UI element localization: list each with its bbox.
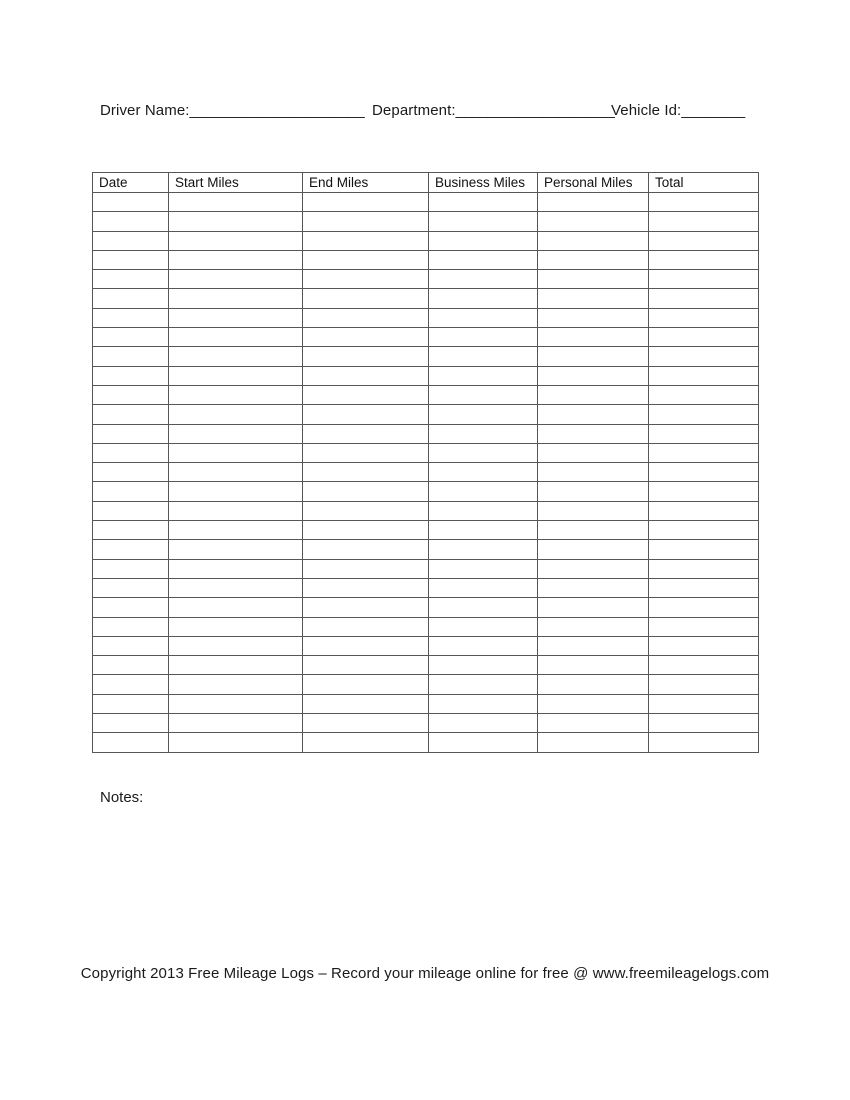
table-cell[interactable]	[93, 482, 169, 501]
table-cell[interactable]	[538, 578, 649, 597]
table-cell[interactable]	[429, 501, 538, 520]
table-cell[interactable]	[169, 598, 303, 617]
table-cell[interactable]	[649, 405, 759, 424]
table-cell[interactable]	[429, 617, 538, 636]
table-cell[interactable]	[538, 675, 649, 694]
table-cell[interactable]	[303, 559, 429, 578]
table-cell[interactable]	[303, 347, 429, 366]
table-cell[interactable]	[429, 482, 538, 501]
column-header-date: Date	[93, 173, 169, 193]
table-body	[93, 193, 759, 753]
table-cell[interactable]	[169, 694, 303, 713]
table-cell[interactable]	[303, 675, 429, 694]
table-cell[interactable]	[303, 366, 429, 385]
table-cell[interactable]	[538, 636, 649, 655]
table-cell[interactable]	[429, 308, 538, 327]
table-cell[interactable]	[303, 656, 429, 675]
vehicle-id-label: Vehicle Id:	[611, 102, 682, 119]
table-cell[interactable]	[429, 366, 538, 385]
table-cell[interactable]	[303, 598, 429, 617]
table-cell[interactable]	[538, 714, 649, 733]
table-cell[interactable]	[93, 636, 169, 655]
table-row	[93, 212, 759, 231]
table-cell[interactable]	[169, 270, 303, 289]
table-row	[93, 598, 759, 617]
table-cell[interactable]	[649, 501, 759, 520]
table-cell[interactable]	[93, 656, 169, 675]
table-cell[interactable]	[93, 617, 169, 636]
table-cell[interactable]	[429, 559, 538, 578]
table-cell[interactable]	[429, 347, 538, 366]
table-cell[interactable]	[303, 501, 429, 520]
table-cell[interactable]	[538, 424, 649, 443]
table-cell[interactable]	[649, 385, 759, 404]
table-cell[interactable]	[429, 424, 538, 443]
table-cell[interactable]	[649, 308, 759, 327]
table-cell[interactable]	[538, 559, 649, 578]
table-cell[interactable]	[93, 250, 169, 269]
column-header-business-miles: Business Miles	[429, 173, 538, 193]
table-cell[interactable]	[93, 598, 169, 617]
table-cell[interactable]	[169, 405, 303, 424]
table-row	[93, 405, 759, 424]
table-row	[93, 231, 759, 250]
table-cell[interactable]	[649, 521, 759, 540]
table-cell[interactable]	[649, 231, 759, 250]
driver-name-blank[interactable]: ______________________	[189, 102, 365, 119]
table-cell[interactable]	[303, 212, 429, 231]
table-cell[interactable]	[429, 385, 538, 404]
table-cell[interactable]	[538, 250, 649, 269]
table-row	[93, 366, 759, 385]
table-cell[interactable]	[169, 733, 303, 752]
table-cell[interactable]	[649, 424, 759, 443]
table-cell[interactable]	[538, 540, 649, 559]
table-row	[93, 636, 759, 655]
table-row	[93, 328, 759, 347]
table-cell[interactable]	[303, 289, 429, 308]
table-cell[interactable]	[429, 405, 538, 424]
table-cell[interactable]	[93, 366, 169, 385]
table-cell[interactable]	[169, 714, 303, 733]
table-row	[93, 463, 759, 482]
table-row	[93, 559, 759, 578]
table-cell[interactable]	[169, 385, 303, 404]
table-cell[interactable]	[538, 289, 649, 308]
table-cell[interactable]	[303, 424, 429, 443]
table-cell[interactable]	[169, 559, 303, 578]
table-cell[interactable]	[169, 347, 303, 366]
table-row	[93, 308, 759, 327]
table-row	[93, 578, 759, 597]
table-cell[interactable]	[93, 212, 169, 231]
table-cell[interactable]	[303, 405, 429, 424]
table-cell[interactable]	[538, 270, 649, 289]
table-cell[interactable]	[429, 212, 538, 231]
table-cell[interactable]	[649, 714, 759, 733]
table-row	[93, 482, 759, 501]
table-cell[interactable]	[303, 636, 429, 655]
table-cell[interactable]	[93, 424, 169, 443]
table-cell[interactable]	[538, 733, 649, 752]
table-cell[interactable]	[169, 636, 303, 655]
driver-name-field	[100, 101, 364, 121]
table-cell[interactable]	[93, 443, 169, 462]
table-cell[interactable]	[93, 501, 169, 520]
table-cell[interactable]	[429, 443, 538, 462]
table-cell[interactable]	[649, 347, 759, 366]
table-cell[interactable]	[429, 463, 538, 482]
table-row	[93, 694, 759, 713]
table-cell[interactable]	[429, 694, 538, 713]
table-cell[interactable]	[538, 443, 649, 462]
table-cell[interactable]	[93, 463, 169, 482]
table-cell[interactable]	[538, 347, 649, 366]
table-cell[interactable]	[649, 270, 759, 289]
table-cell[interactable]	[303, 193, 429, 212]
table-cell[interactable]	[538, 405, 649, 424]
vehicle-id-field	[611, 101, 745, 121]
table-cell[interactable]	[169, 193, 303, 212]
table-cell[interactable]	[169, 443, 303, 462]
table-cell[interactable]	[538, 521, 649, 540]
table-cell[interactable]	[429, 270, 538, 289]
vehicle-id-blank[interactable]: ________	[681, 102, 745, 119]
table-cell[interactable]	[93, 733, 169, 752]
table-row	[93, 521, 759, 540]
table-cell[interactable]	[429, 714, 538, 733]
table-cell[interactable]	[429, 656, 538, 675]
table-header-row	[93, 173, 759, 193]
table-cell[interactable]	[169, 212, 303, 231]
table-cell[interactable]	[429, 578, 538, 597]
table-cell[interactable]	[429, 250, 538, 269]
table-cell[interactable]	[649, 482, 759, 501]
table-cell[interactable]	[93, 193, 169, 212]
table-cell[interactable]	[93, 675, 169, 694]
table-cell[interactable]	[649, 212, 759, 231]
table-cell[interactable]	[93, 559, 169, 578]
table-cell[interactable]	[93, 405, 169, 424]
table-cell[interactable]	[303, 385, 429, 404]
table-cell[interactable]	[429, 598, 538, 617]
table-cell[interactable]	[169, 482, 303, 501]
column-header-start-miles: Start Miles	[169, 173, 303, 193]
table-cell[interactable]	[303, 482, 429, 501]
table-cell[interactable]	[169, 231, 303, 250]
table-cell[interactable]	[649, 733, 759, 752]
table-cell[interactable]	[303, 463, 429, 482]
table-row	[93, 424, 759, 443]
table-cell[interactable]	[169, 289, 303, 308]
table-row	[93, 385, 759, 404]
table-cell[interactable]	[303, 250, 429, 269]
table-cell[interactable]	[303, 308, 429, 327]
table-cell[interactable]	[538, 212, 649, 231]
table-cell[interactable]	[649, 328, 759, 347]
table-cell[interactable]	[538, 231, 649, 250]
table-cell[interactable]	[303, 714, 429, 733]
table-cell[interactable]	[93, 540, 169, 559]
table-cell[interactable]	[429, 289, 538, 308]
table-row	[93, 733, 759, 752]
table-cell[interactable]	[93, 385, 169, 404]
table-cell[interactable]	[649, 443, 759, 462]
table-cell[interactable]	[649, 578, 759, 597]
table-cell[interactable]	[303, 443, 429, 462]
table-cell[interactable]	[169, 463, 303, 482]
table-cell[interactable]	[538, 482, 649, 501]
form-header-line	[0, 101, 850, 123]
table-cell[interactable]	[649, 463, 759, 482]
table-cell[interactable]	[649, 675, 759, 694]
table-cell[interactable]	[429, 675, 538, 694]
table-cell[interactable]	[93, 328, 169, 347]
table-cell[interactable]	[538, 501, 649, 520]
table-cell[interactable]	[429, 733, 538, 752]
table-cell[interactable]	[169, 617, 303, 636]
table-cell[interactable]	[303, 270, 429, 289]
table-row	[93, 714, 759, 733]
table-cell[interactable]	[303, 521, 429, 540]
table-cell[interactable]	[303, 328, 429, 347]
column-header-total: Total	[649, 173, 759, 193]
table-cell[interactable]	[93, 270, 169, 289]
table-cell[interactable]	[649, 250, 759, 269]
department-field	[372, 101, 615, 121]
table-cell[interactable]	[169, 675, 303, 694]
table-cell[interactable]	[649, 656, 759, 675]
table-row	[93, 250, 759, 269]
table-cell[interactable]	[169, 578, 303, 597]
department-blank[interactable]: ____________________	[455, 102, 615, 119]
table-cell[interactable]	[169, 328, 303, 347]
table-cell[interactable]	[303, 578, 429, 597]
table-row	[93, 675, 759, 694]
table-cell[interactable]	[169, 308, 303, 327]
table-row	[93, 289, 759, 308]
table-cell[interactable]	[93, 308, 169, 327]
table-cell[interactable]	[538, 694, 649, 713]
table-cell[interactable]	[649, 366, 759, 385]
table-cell[interactable]	[429, 521, 538, 540]
driver-name-label: Driver Name:	[100, 102, 190, 119]
table-cell[interactable]	[429, 328, 538, 347]
table-cell[interactable]	[649, 559, 759, 578]
table-cell[interactable]	[93, 578, 169, 597]
table-cell[interactable]	[538, 328, 649, 347]
table-cell[interactable]	[169, 540, 303, 559]
table-cell[interactable]	[303, 617, 429, 636]
table-row	[93, 347, 759, 366]
table-cell[interactable]	[649, 636, 759, 655]
table-row	[93, 501, 759, 520]
table-cell[interactable]	[649, 598, 759, 617]
table-cell[interactable]	[429, 193, 538, 212]
table-cell[interactable]	[93, 289, 169, 308]
footer-copyright: Copyright 2013 Free Mileage Logs – Record your mileage online for free @ www.freemileagelogs.com	[80, 965, 770, 982]
column-header-personal-miles: Personal Miles	[538, 173, 649, 193]
table-cell[interactable]	[169, 250, 303, 269]
table-cell[interactable]	[649, 617, 759, 636]
table-cell[interactable]	[93, 694, 169, 713]
table-cell[interactable]	[93, 714, 169, 733]
table-cell[interactable]	[303, 231, 429, 250]
column-header-end-miles: End Miles	[303, 173, 429, 193]
table-cell[interactable]	[93, 347, 169, 366]
table-cell[interactable]	[303, 733, 429, 752]
table-cell[interactable]	[538, 617, 649, 636]
table-cell[interactable]	[169, 366, 303, 385]
table-cell[interactable]	[538, 193, 649, 212]
table-row	[93, 270, 759, 289]
table-cell[interactable]	[303, 540, 429, 559]
table-cell[interactable]	[538, 385, 649, 404]
table-row	[93, 540, 759, 559]
table-cell[interactable]	[538, 656, 649, 675]
table-cell[interactable]	[538, 308, 649, 327]
table-cell[interactable]	[169, 501, 303, 520]
department-label: Department:	[372, 102, 456, 119]
table-row	[93, 617, 759, 636]
table-cell[interactable]	[649, 540, 759, 559]
notes-label: Notes:	[100, 789, 144, 806]
table-row	[93, 443, 759, 462]
table-cell[interactable]	[538, 598, 649, 617]
mileage-log-table	[92, 172, 759, 753]
table-cell[interactable]	[93, 521, 169, 540]
table-cell[interactable]	[303, 694, 429, 713]
table-cell[interactable]	[649, 694, 759, 713]
table-row	[93, 193, 759, 212]
table-row	[93, 656, 759, 675]
table-cell[interactable]	[169, 424, 303, 443]
table-cell[interactable]	[169, 521, 303, 540]
table-cell[interactable]	[538, 366, 649, 385]
table-cell[interactable]	[429, 636, 538, 655]
table-cell[interactable]	[169, 656, 303, 675]
table-cell[interactable]	[649, 289, 759, 308]
table-cell[interactable]	[93, 231, 169, 250]
table-cell[interactable]	[649, 193, 759, 212]
table-cell[interactable]	[538, 463, 649, 482]
table-cell[interactable]	[429, 231, 538, 250]
table-cell[interactable]	[429, 540, 538, 559]
